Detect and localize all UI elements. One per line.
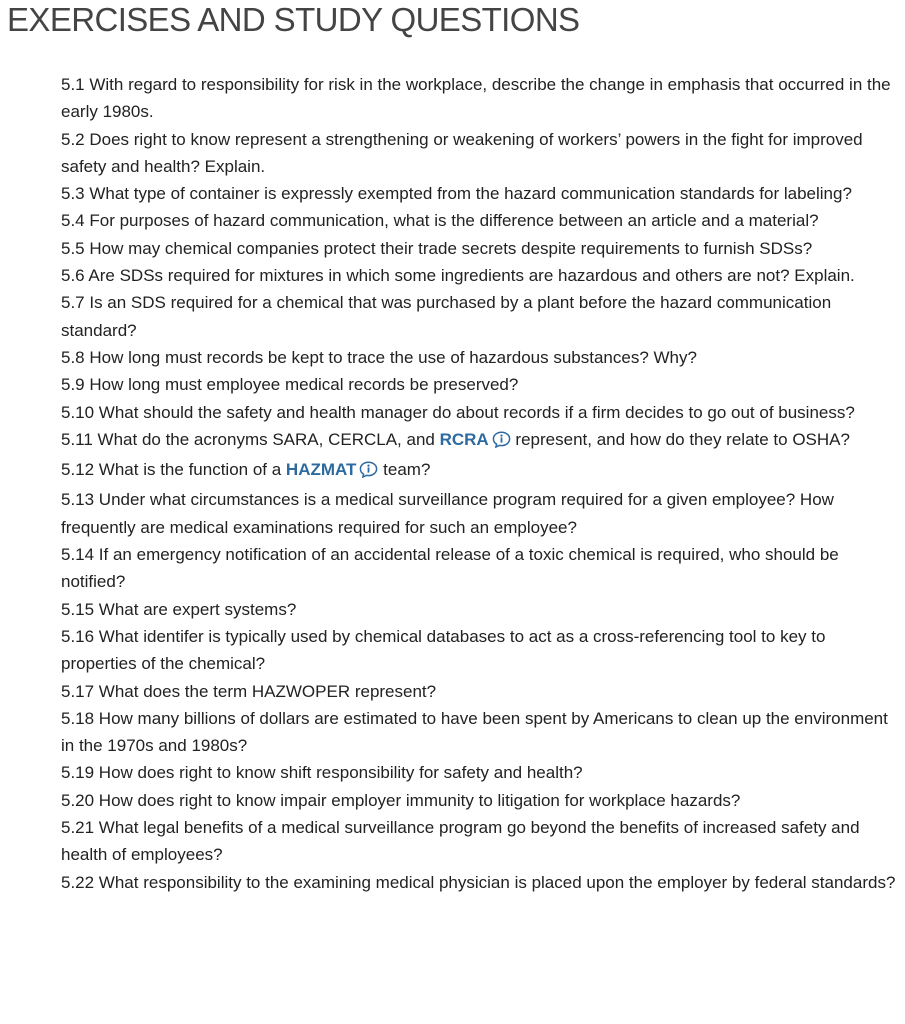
question-5-5: 5.5 How may chemical companies protect their trade secrets despite requirements to furnish SDSs? bbox=[61, 238, 813, 258]
question-5-6: 5.6 Are SDSs required for mixtures in which some ingredients are hazardous and others are not? Explain. bbox=[61, 266, 855, 286]
question-5-12-after: team? bbox=[378, 460, 431, 480]
question-5-16: 5.16 What identifer is typically used by chemical databases to act as a cross-referencing tool to key to properties of the chemical? bbox=[61, 626, 826, 674]
question-5-1: 5.1 With regard to responsibility for risk in the workplace, describe the change in emphasis that occurred in the early 1980s. bbox=[61, 75, 891, 122]
question-5-11-before: 5.11 What do the acronyms SARA, CERCLA, and bbox=[61, 429, 440, 449]
question-5-13: 5.13 Under what circumstances is a medical surveillance program required for a given employee? How frequently are medical examinations required for such an employee? bbox=[61, 490, 834, 537]
question-5-18: 5.18 How many billions of dollars are estimated to have been spent by Americans to clean up the environment in the 1970s and 1980s? bbox=[61, 708, 888, 756]
question-5-19: 5.19 How does right to know shift responsibility for safety and health? bbox=[61, 763, 583, 783]
question-5-2: 5.2 Does right to know represent a strengthening or weakening of workers’ powers in the fight for improved safety and health? Explain. bbox=[61, 129, 863, 176]
question-5-21: 5.21 What legal benefits of a medical surveillance program go beyond the benefits of increased safety and health of employees? bbox=[61, 818, 860, 865]
question-list bbox=[61, 71, 901, 896]
info-icon[interactable] bbox=[359, 459, 378, 486]
glossary-link-hazmat[interactable]: HAZMAT bbox=[285, 460, 357, 480]
question-5-15: 5.15 What are expert systems? bbox=[61, 599, 297, 619]
question-5-7: 5.7 Is an SDS required for a chemical that was purchased by a plant before the hazard communication standard? bbox=[61, 293, 832, 340]
glossary-link-rcra[interactable]: RCRA bbox=[439, 429, 489, 449]
question-5-8: 5.8 How long must records be kept to trace the use of hazardous substances? Why? bbox=[61, 347, 697, 367]
question-5-10: 5.10 What should the safety and health manager do about records if a firm decides to go out of business? bbox=[61, 402, 855, 422]
question-5-20: 5.20 How does right to know impair employer immunity to litigation for workplace hazards? bbox=[61, 790, 741, 810]
question-5-3: 5.3 What type of container is expressly exempted from the hazard communication standards for labeling? bbox=[61, 184, 852, 204]
question-5-4: 5.4 For purposes of hazard communication, what is the difference between an article and a material? bbox=[61, 211, 819, 231]
question-5-14: 5.14 If an emergency notification of an accidental release of a toxic chemical is required, who should be notified? bbox=[61, 545, 839, 592]
page-title: EXERCISES AND STUDY QUESTIONS bbox=[7, 1, 580, 38]
question-5-11 bbox=[61, 426, 901, 456]
question-5-11-after: represent, and how do they relate to OSHA? bbox=[510, 429, 850, 449]
question-5-22: 5.22 What responsibility to the examining medical physician is placed upon the employer by federal standards? bbox=[61, 872, 896, 892]
question-5-9: 5.9 How long must employee medical records be preserved? bbox=[61, 375, 519, 395]
question-5-17: 5.17 What does the term HAZWOPER represent? bbox=[61, 681, 437, 701]
info-icon[interactable] bbox=[492, 429, 511, 456]
question-5-12 bbox=[61, 456, 901, 486]
question-5-12-before: 5.12 What is the function of a bbox=[61, 460, 286, 480]
